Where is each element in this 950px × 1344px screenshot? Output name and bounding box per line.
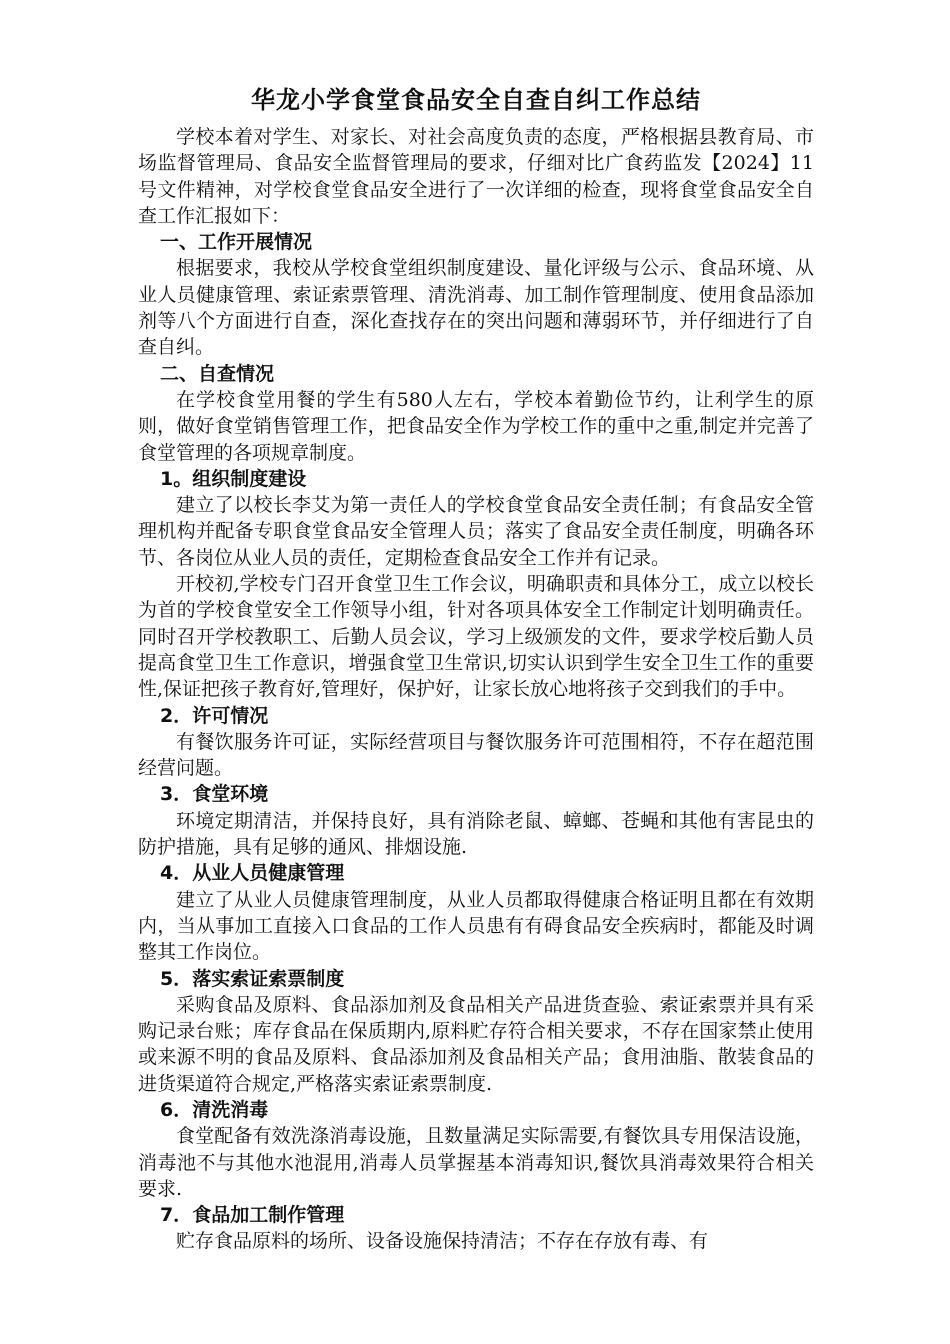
- paragraph: 建立了以校长李艾为第一责任人的学校食堂食品安全责任制；有食品安全管理机构并配备专职食堂食品安全管理人员；落实了食品安全责任制度，明确各环节、各岗位从业人员的责任，定期检查食品安全工作并有记录。: [138, 494, 814, 569]
- subsection-heading: 7．食品加工制作管理: [160, 1204, 345, 1227]
- paragraph: 食堂配备有效洗涤消毒设施，且数量满足实际需要,有餐饮具专用保洁设施，消毒池不与其他水池混用,消毒人员掌握基本消毒知识,餐饮具消毒效果符合相关要求.: [138, 1125, 814, 1200]
- paragraph: 在学校食堂用餐的学生有580人左右，学校本着勤俭节约，让利学生的原则，做好食堂销售管理工作，把食品安全作为学校工作的重中之重,制定并完善了食堂管理的各项规章制度。: [138, 388, 814, 464]
- section-heading-self-check: 二、自查情况: [160, 362, 275, 385]
- subsection-heading: 6．清洗消毒: [160, 1098, 269, 1121]
- paragraph: 根据要求，我校从学校食堂组织制度建设、量化评级与公示、食品环境、从业人员健康管理、索证索票管理、清洗消毒、加工制作管理制度、使用食品添加剂等八个方面进行自查，深化查找存在的突出问题和薄弱环节，并仔细进行了自查自纠。: [138, 257, 814, 359]
- paragraph: 有餐饮服务许可证，实际经营项目与餐饮服务许可范围相符，不存在超范围经营问题。: [138, 730, 814, 780]
- document-body: [138, 124, 814, 1255]
- paragraph: 贮存食品原料的场所、设备设施保持清洁；不存在存放有毒、有: [176, 1230, 709, 1253]
- paragraph: 环境定期清洁，并保持良好，具有消除老鼠、蟑螂、苍蝇和其他有害昆虫的防护措施，具有足够的通风、排烟设施.: [138, 809, 814, 859]
- paragraph: 开校初,学校专门召开食堂卫生工作会议，明确职责和具体分工，成立以校长为首的学校食堂安全工作领导小组，针对各项具体安全工作制定计划明确责任。同时召开学校教职工、后勤人员会议，学习上级颁发的文件，要求学校后勤人员提高食堂卫生工作意识，增强食堂卫生常识,切实认识到学生安全卫生工作的重要性,保证把孩子教育好,管理好，保护好，让家长放心地将孩子交到我们的手中。: [138, 573, 814, 701]
- paragraph: 建立了从业人员健康管理制度，从业人员都取得健康合格证明且都在有效期内，当从事加工直接入口食品的工作人员患有有碍食品安全疾病时，都能及时调整其工作岗位。: [138, 888, 814, 964]
- subsection-heading: 5．落实索证索票制度: [160, 967, 345, 990]
- document-page: [138, 82, 814, 1255]
- document-title: 华龙小学食堂食品安全自查自纠工作总结: [251, 86, 701, 114]
- subsection-heading: 3．食堂环境: [160, 783, 269, 806]
- subsection-heading: 1。组织制度建设: [160, 467, 307, 490]
- subsection-heading: 2．许可情况: [160, 704, 269, 727]
- paragraph-intro: 学校本着对学生、对家长、对社会高度负责的态度，严格根据县教育局、市场监督管理局、食品安全监督管理局的要求，仔细对比广食药监发【2024】11号文件精神，对学校食堂食品安全进行了一次详细的检查，现将食堂食品安全自查工作汇报如下：: [138, 126, 814, 227]
- subsection-heading: 4．从业人员健康管理: [160, 862, 345, 885]
- section-heading-work-overview: 一、工作开展情况: [160, 231, 313, 254]
- paragraph: 采购食品及原料、食品添加剂及食品相关产品进货查验、索证索票并具有采购记录台账；库存食品在保质期内,原料贮存符合相关要求，不存在国家禁止使用或来源不明的食品及原料、食品添加剂及食品相关产品；食用油脂、散装食品的进货渠道符合规定,严格落实索证索票制度.: [138, 993, 814, 1095]
